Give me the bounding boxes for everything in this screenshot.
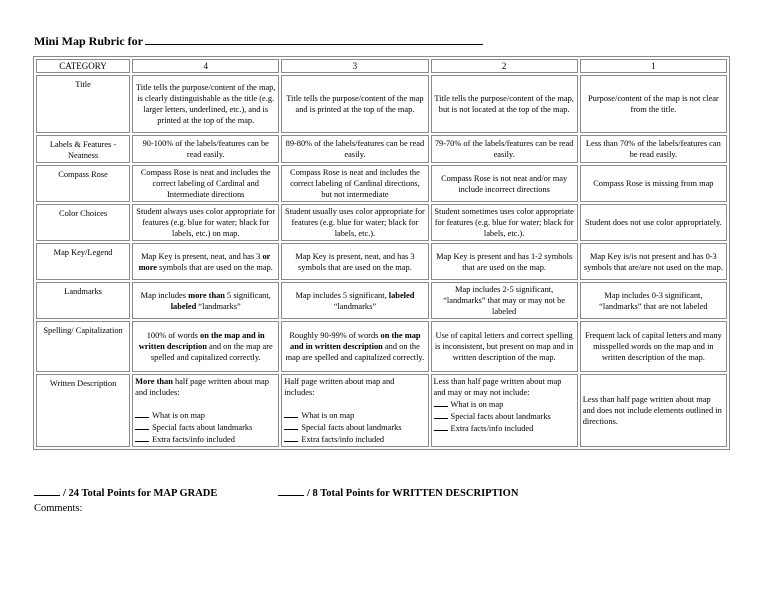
checkbox-line (284, 433, 298, 442)
written-description-label: / 8 Total Points for WRITTEN DESCRIPTION (307, 488, 519, 499)
criteria-text: Half page written about map and includes: (284, 377, 395, 397)
criteria-cell (132, 282, 279, 319)
criteria-cell: Student sometimes uses color appropriate for features (e.g. blue for water; black for labels, etc.). (431, 204, 578, 241)
criteria-cell: Map includes 2-5 significant, “landmarks” that may or may not be labeled (431, 282, 578, 319)
criteria-cell: Student does not use color appropriately. (580, 204, 727, 241)
criteria-text: Roughly 90-99% of words (289, 331, 379, 340)
criteria-cell: Title tells the purpose/content of the map, but is not located at the top of the map. (431, 75, 578, 133)
criteria-cell (132, 243, 279, 280)
category-cell: Title (36, 75, 130, 133)
criteria-cell: Compass Rose is not neat and/or may include incorrect directions (431, 165, 578, 202)
header-row (36, 59, 727, 73)
checklist-item: What is on map (301, 411, 355, 420)
row-title (36, 75, 727, 133)
criteria-cell (281, 374, 428, 447)
checkbox-line (434, 422, 448, 431)
header-category: CATEGORY (36, 59, 130, 73)
criteria-cell: Title tells the purpose/content of the map, is clearly distinguishable as the title (e.g. larger letters, underlined, etc.), and is printed at the top of the map. (132, 75, 279, 133)
criteria-cell: Map Key is/is not present and has 0-3 symbols that are/are not used on the map. (580, 243, 727, 280)
checklist-item: Extra facts/info included (301, 435, 385, 444)
criteria-cell: Compass Rose is neat and includes the correct labeling of Cardinal and Intermediate directions (132, 165, 279, 202)
criteria-text: 100% of words (146, 331, 198, 340)
criteria-emphasis: on the map and in written description (290, 331, 421, 351)
header-score-2: 2 (431, 59, 578, 73)
row-compass-rose (36, 165, 727, 202)
criteria-cell: Less than half page written about map and does not include elements outlined in directions. (580, 374, 727, 447)
comments-label: Comments: (34, 503, 83, 514)
criteria-text: and on the map are spelled and capitalized correctly. (285, 342, 425, 362)
criteria-cell: Compass Rose is neat and includes the correct labeling of Cardinal directions, but not intermediate (281, 165, 428, 202)
name-blank-line (145, 34, 483, 45)
criteria-emphasis: more than (188, 290, 225, 300)
row-map-key (36, 243, 727, 280)
checkbox-line (135, 433, 149, 442)
checklist-item: Special facts about landmarks (301, 423, 402, 432)
score-blank-line (34, 486, 60, 496)
rubric-title (34, 34, 483, 49)
map-grade-total (34, 486, 217, 499)
checklist-item: Extra facts/info included (450, 424, 534, 433)
criteria-text: Map Key is present, neat, and has 3 (141, 251, 261, 261)
criteria-cell: Frequent lack of capital letters and many misspelled words on the map and in written description of the map. (580, 321, 727, 372)
checkbox-line (434, 398, 448, 407)
criteria-cell: Compass Rose is missing from map (580, 165, 727, 202)
checklist-item: Special facts about landmarks (152, 423, 253, 432)
criteria-text: and on the map are spelled and capitalized correctly. (150, 342, 273, 362)
row-labels-neatness (36, 135, 727, 163)
criteria-emphasis: or more (138, 251, 271, 272)
criteria-cell: 89-80% of the labels/features can be read easily. (281, 135, 428, 163)
rubric-title-text: Mini Map Rubric for (34, 34, 143, 48)
criteria-cell: Purpose/content of the map is not clear from the title. (580, 75, 727, 133)
checkbox-line (284, 409, 298, 418)
checkbox-line (135, 409, 149, 418)
criteria-text: half page written about map and includes: (135, 377, 269, 397)
header-score-1: 1 (580, 59, 727, 73)
criteria-cell: Student always uses color appropriate for features (e.g. blue for water; black for labels, etc.) on map. (132, 204, 279, 241)
category-cell: Landmarks (36, 282, 130, 319)
criteria-text: Less than half page written about map and may or may not include: (433, 377, 562, 397)
row-color-choices (36, 204, 727, 241)
criteria-cell: Less than 70% of the labels/features can be read easily. (580, 135, 727, 163)
row-landmarks (36, 282, 727, 319)
criteria-cell: 79-70% of the labels/features can be read easily. (431, 135, 578, 163)
checklist-item: Special facts about landmarks (450, 412, 551, 421)
criteria-emphasis: labeled (170, 301, 197, 311)
map-grade-label: / 24 Total Points for MAP GRADE (63, 488, 218, 499)
category-cell: Written Description (36, 374, 130, 447)
written-description-total (278, 486, 518, 499)
criteria-cell: Map Key is present and has 1-2 symbols that are used on the map. (431, 243, 578, 280)
checkbox-line (434, 410, 448, 419)
score-blank-line (278, 486, 304, 496)
checkbox-line (135, 421, 149, 430)
checkbox-line (284, 421, 298, 430)
checklist-item: What is on map (152, 411, 205, 420)
criteria-cell: Title tells the purpose/content of the map and is printed at the top of the map. (281, 75, 428, 133)
row-written-description (36, 374, 727, 447)
category-cell: Color Choices (36, 204, 130, 241)
criteria-emphasis: More than (135, 377, 173, 386)
criteria-text: Map includes (140, 290, 187, 300)
criteria-emphasis: labeled (388, 290, 415, 300)
criteria-cell (132, 321, 279, 372)
header-score-3: 3 (281, 59, 428, 73)
criteria-text: “landmarks” (333, 301, 377, 311)
rubric-table (33, 56, 730, 450)
criteria-cell (132, 374, 279, 447)
header-score-4: 4 (132, 59, 279, 73)
criteria-text: Map includes 5 significant, (295, 290, 387, 300)
criteria-cell: Student usually uses color appropriate for features (e.g. blue for water; black for labels, etc.). (281, 204, 428, 241)
criteria-cell: Map Key is present, neat, and has 3 symbols that are used on the map. (281, 243, 428, 280)
criteria-text: 5 significant, (227, 290, 271, 300)
row-spelling (36, 321, 727, 372)
criteria-cell: Use of capital letters and correct spelling is inconsistent, but present on map and in written description of the map. (431, 321, 578, 372)
criteria-emphasis: on the map and in written description (138, 331, 265, 351)
checklist-item: What is on map (450, 400, 504, 409)
criteria-cell: Map includes 0-3 significant, “landmarks” that are not labeled (580, 282, 727, 319)
criteria-cell (431, 374, 578, 447)
criteria-cell: 90-100% of the labels/features can be read easily. (132, 135, 279, 163)
category-cell: Map Key/Legend (36, 243, 130, 280)
category-cell: Labels & Features - Neatness (36, 135, 130, 163)
criteria-text: symbols that are used on the map. (159, 262, 273, 272)
category-cell: Compass Rose (36, 165, 130, 202)
category-cell: Spelling/ Capitalization (36, 321, 130, 372)
criteria-text: “landmarks” (198, 301, 241, 311)
criteria-cell (281, 321, 428, 372)
criteria-cell (281, 282, 428, 319)
checklist-item: Extra facts/info included (152, 435, 235, 444)
